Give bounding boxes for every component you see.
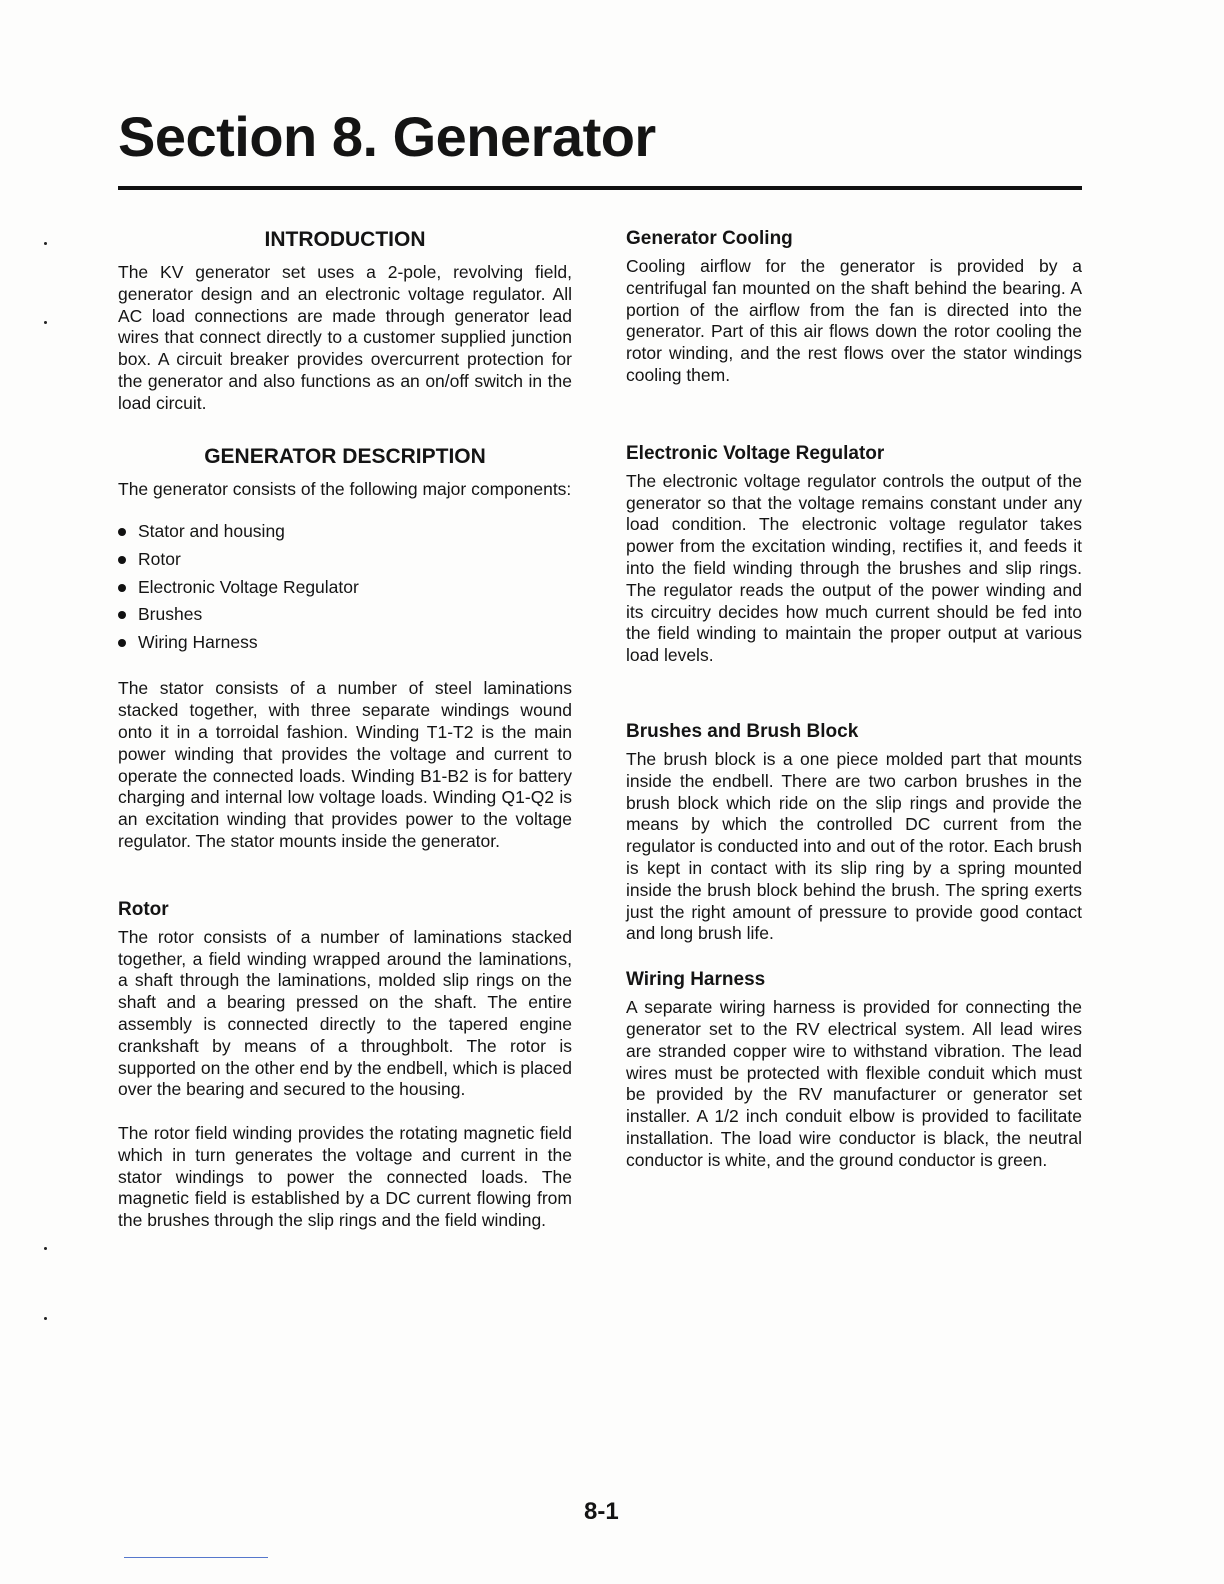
rotor-text-1: The rotor consists of a number of laminations stacked together, a field winding wrapped around the laminations, a shaft through the laminations, molded slip rings on the shaft and a bearing pressed on the shaft. The entire assembly is connected directly to the tapered engine crankshaft by means of a throughbolt. The rotor is supported on the other end by the endbell, which is placed over the bearing and secured to the housing. bbox=[118, 926, 572, 1100]
brushes-section bbox=[626, 721, 1082, 945]
introduction-text: The KV generator set uses a 2-pole, revolving field, generator design and an electronic voltage regulator. All AC load connections are made through generator lead wires that connect directly to a customer supplied junction box. A circuit breaker provides overcurrent protection for the generator and also functions as an on/off switch in the load circuit. bbox=[118, 262, 572, 413]
list-item: Stator and housing bbox=[118, 518, 572, 546]
wiring-harness-text: A separate wiring harness is provided for connecting the generator set to the RV electrical system. All lead wires are stranded copper wire to withstand vibration. The lead wires must be protected with flexible conduit which must be provided by the RV manufacturer or generator set installer. A 1/2 inch conduit elbow is provided to facilitate installation. The load wire conductor is black, the neutral conductor is white, and the ground conductor is green. bbox=[626, 997, 1082, 1170]
list-item: Electronic Voltage Regulator bbox=[118, 574, 572, 602]
rotor-heading: Rotor bbox=[118, 898, 169, 920]
title-divider bbox=[118, 186, 1082, 190]
introduction-section bbox=[118, 228, 572, 415]
components-list bbox=[118, 518, 572, 656]
page-title: Section 8. Generator bbox=[118, 105, 656, 168]
margin-mark bbox=[44, 1317, 47, 1320]
rotor-section bbox=[118, 899, 572, 1232]
wiring-harness-heading: Wiring Harness bbox=[626, 969, 766, 991]
list-item: Wiring Harness bbox=[118, 629, 572, 657]
voltage-regulator-text: The electronic voltage regulator controls the output of the generator so that the voltage remains constant under any load condition. The electronic voltage regulator takes power from the excitation winding, rectifies it, and feeds it into the field winding through the brushes and slip rings. The regulator reads the output of the power winding and its circuitry decides how much current should be fed into the field winding to maintain the proper output at various load levels. bbox=[626, 470, 1082, 666]
list-item: Brushes bbox=[118, 601, 572, 629]
left-column bbox=[118, 228, 572, 1232]
generator-cooling-heading: Generator Cooling bbox=[626, 228, 793, 249]
right-column bbox=[626, 228, 1082, 1172]
stator-text: The stator consists of a number of steel laminations stacked together, with three separate windings wound onto it in a torroidal fashion. Winding T1-T2 is the main power winding that provides the voltage and current to operate the connected loads. Winding B1-B2 is for battery charging and internal low voltage loads. Winding Q1-Q2 is an excitation winding that provides power to the voltage regulator. The stator mounts inside the generator. bbox=[118, 678, 572, 851]
voltage-regulator-heading: Electronic Voltage Regulator bbox=[626, 442, 885, 464]
voltage-regulator-section bbox=[626, 443, 1082, 667]
generator-cooling-section bbox=[626, 228, 1082, 387]
introduction-heading: INTRODUCTION bbox=[264, 228, 426, 251]
brushes-heading: Brushes and Brush Block bbox=[626, 720, 859, 742]
page-number: 8-1 bbox=[584, 1498, 619, 1525]
wiring-harness-section bbox=[626, 969, 1082, 1171]
margin-mark bbox=[44, 321, 47, 324]
margin-mark bbox=[44, 1247, 47, 1250]
list-item: Rotor bbox=[118, 546, 572, 574]
brushes-text: The brush block is a one piece molded part that mounts inside the endbell. There are two carbon brushes in the brush block which ride on the slip rings and provide the means by which the controlled DC current from the regulator is conducted into and out of the rotor. Each brush is kept in contact with its slip ring by a spring mounted inside the brush block behind the brush. The spring exerts just the right amount of pressure to provide good contact and long brush life. bbox=[626, 748, 1082, 944]
generator-description-heading: GENERATOR DESCRIPTION bbox=[204, 444, 486, 468]
generator-cooling-text: Cooling airflow for the generator is provided by a centrifugal fan mounted on the shaft behind the bearing. A portion of the airflow from the fan is directed into the generator. Part of this air flows down the rotor cooling the rotor winding, and the rest flows over the stator windings cooling them. bbox=[626, 256, 1082, 385]
margin-mark bbox=[44, 242, 47, 245]
generator-description-section bbox=[118, 445, 572, 853]
generator-description-intro: The generator consists of the following major components: bbox=[118, 478, 572, 499]
rotor-text-2: The rotor field winding provides the rotating magnetic field which in turn generates the voltage and current in the stator windings to power the connected loads. The magnetic field is established by a DC current flowing from the brushes through the slip rings and the field winding. bbox=[118, 1123, 572, 1231]
bottom-rule bbox=[124, 1557, 268, 1558]
